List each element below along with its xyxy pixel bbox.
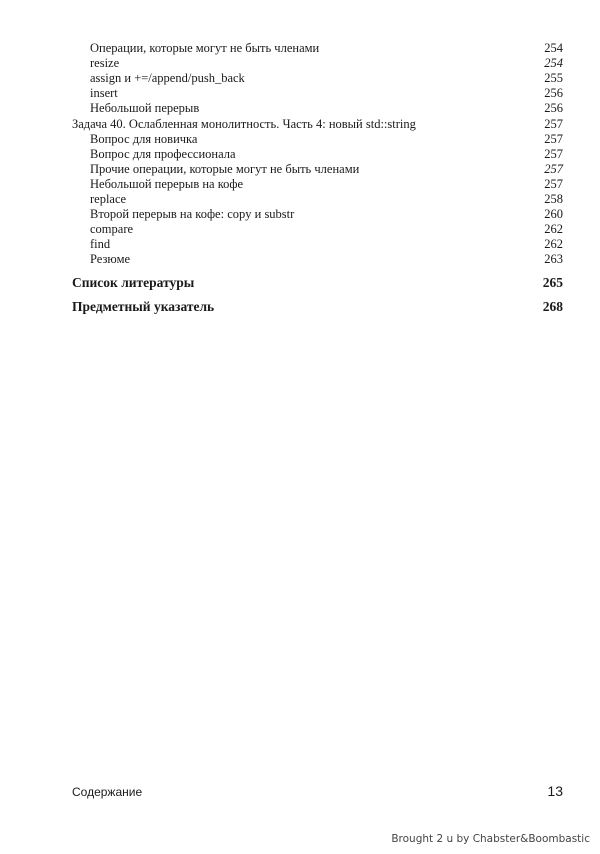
toc-entry-title: assign и +=/append/push_back bbox=[90, 71, 245, 85]
toc-entry bbox=[0, 56, 600, 71]
toc-entry bbox=[0, 177, 600, 192]
toc-entry-page: 257 bbox=[544, 132, 563, 146]
toc-entry-title: replace bbox=[90, 192, 127, 206]
toc-entry-page: 256 bbox=[544, 86, 563, 100]
toc-entry-page: 255 bbox=[544, 71, 563, 85]
toc-entry-page: 257 bbox=[544, 117, 563, 131]
toc-entry-title: Вопрос для новичка bbox=[90, 132, 198, 146]
toc-entry-page: 260 bbox=[544, 207, 563, 221]
toc-entry bbox=[0, 86, 600, 101]
toc-chapter-entry bbox=[0, 298, 600, 316]
toc-entry-title: Второй перерыв на кофе: copy и substr bbox=[90, 207, 295, 221]
scan-watermark: Brought 2 u by Chabster&Boombastic bbox=[391, 833, 590, 845]
footer-page-number: 13 bbox=[547, 783, 563, 799]
toc-entry-title: Небольшой перерыв на кофе bbox=[90, 177, 244, 191]
toc-entry bbox=[0, 132, 600, 147]
toc-entry-title: Прочие операции, которые могут не быть членами bbox=[90, 162, 360, 176]
toc-entry-page: 263 bbox=[544, 252, 563, 266]
toc-entry-title: Резюме bbox=[90, 252, 131, 266]
toc-chapter-page: 268 bbox=[542, 299, 563, 314]
toc-entry-page: 256 bbox=[544, 101, 563, 115]
toc-entry bbox=[0, 41, 600, 56]
toc-entry-page: 258 bbox=[544, 192, 563, 206]
toc-entry-page: 254 bbox=[544, 41, 563, 55]
toc-chapter-page: 265 bbox=[542, 275, 563, 290]
toc-entry bbox=[0, 207, 600, 222]
toc-entry bbox=[0, 147, 600, 162]
toc-entry-title: resize bbox=[90, 56, 120, 70]
toc-entry-page: 257 bbox=[544, 177, 563, 191]
toc-entry-page: 257 bbox=[544, 147, 563, 161]
toc-chapter-title: Список литературы bbox=[72, 275, 195, 290]
toc-entry bbox=[0, 71, 600, 86]
toc-entry bbox=[0, 192, 600, 207]
toc-entry bbox=[0, 101, 600, 116]
toc-entry-page: 257 bbox=[544, 162, 563, 176]
toc-entry-title: Операции, которые могут не быть членами bbox=[90, 41, 320, 55]
toc-entry bbox=[0, 237, 600, 252]
toc-entry-title: compare bbox=[90, 222, 134, 236]
toc-entry bbox=[0, 252, 600, 267]
toc-entry-title: insert bbox=[90, 86, 118, 100]
toc-chapter-entry bbox=[0, 274, 600, 292]
toc-entry-page: 262 bbox=[544, 222, 563, 236]
toc-entry bbox=[0, 222, 600, 237]
toc-entry-title: Задача 40. Ослабленная монолитность. Часть 4: новый std::string bbox=[72, 117, 416, 131]
footer-section-title: Содержание bbox=[72, 785, 143, 799]
toc-entry-title: find bbox=[90, 237, 111, 251]
toc-chapter-title: Предметный указатель bbox=[72, 299, 215, 314]
toc-entry-title: Небольшой перерыв bbox=[90, 101, 200, 115]
toc-entry-title: Вопрос для профессионала bbox=[90, 147, 236, 161]
toc-entry bbox=[0, 162, 600, 177]
toc-task-entry bbox=[0, 117, 600, 132]
toc-entry-page: 262 bbox=[544, 237, 563, 251]
toc-entry-page: 254 bbox=[544, 56, 563, 70]
